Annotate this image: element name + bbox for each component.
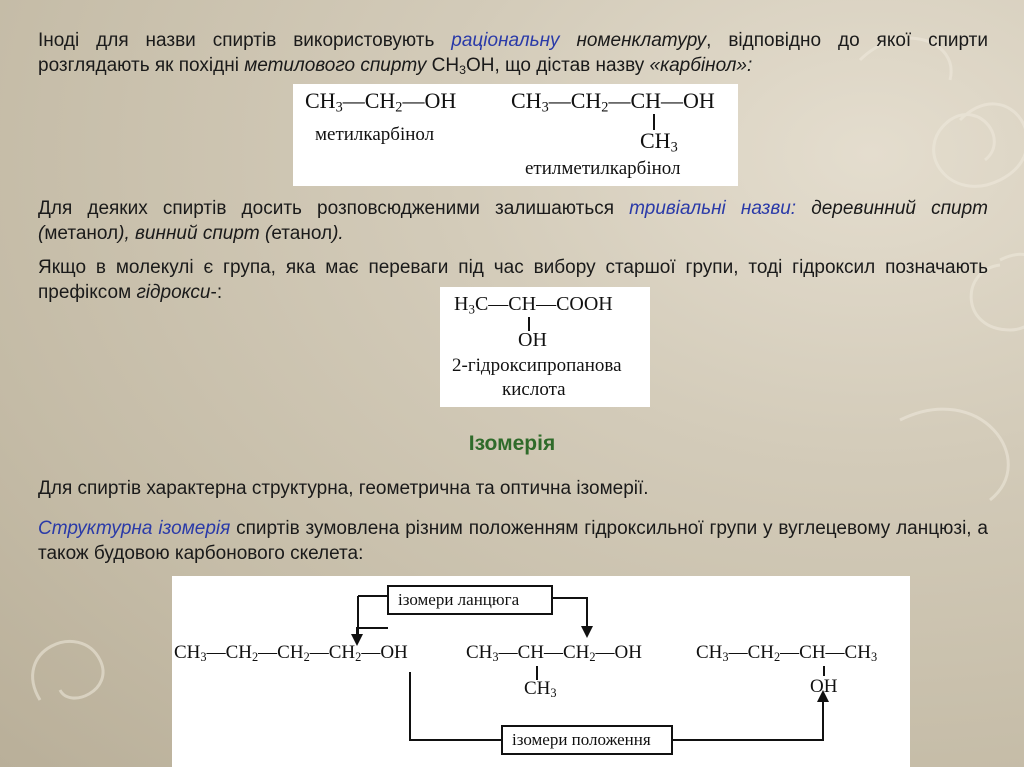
- butanol-1-formula: $CH_3—CH_2—CH_2—CH_2—OH$: [174, 642, 408, 665]
- lactic-acid-oh-branch: OH: [518, 329, 547, 351]
- butanol-2-formula: $CH_3—CH_2—CH—CH_3$: [696, 642, 878, 665]
- term-trivial-names: тривіальні назви:: [629, 198, 797, 219]
- trivial-names-paragraph: [38, 196, 988, 246]
- methanol-formula: CH: [426, 55, 460, 76]
- lactic-acid-formula: $H_3C—CH—COOH$: [454, 293, 613, 317]
- term-methyl-alcohol: метилового спирту: [244, 55, 427, 76]
- term-hydroxy: гідрокси: [136, 282, 211, 303]
- methylcarbinol-formula: $CH_3—CH_2—OH$: [305, 88, 457, 116]
- term-carbinol: «карбінол»:: [649, 55, 753, 76]
- hydroxy-text: Якщо в молекулі є група, яка має переваги під час вибору старшої групи, тоді гідроксил позначають префіксом: [38, 257, 988, 303]
- position-arrow-left-line: [410, 672, 502, 740]
- lactic-acid-name-line1: 2-гідроксипропанова: [452, 355, 622, 376]
- trivial-end: ).: [332, 223, 344, 244]
- intro-text: OH, що дістав назву: [465, 55, 650, 76]
- hydroxy-end: -:: [210, 282, 223, 303]
- position-isomers-label: ізомери положення: [512, 730, 651, 749]
- intro-text: , відповідно до якої спирти розглядають як похідні: [38, 30, 989, 76]
- intro-text: Іноді для назви спиртів використовують: [38, 30, 452, 51]
- trivial-text: Для деяких спиртів досить розповсюдженими залишаються: [38, 198, 630, 219]
- term-nomenclature: номенклатуру: [559, 30, 707, 51]
- hydroxypropanoic-acid-panel: [440, 287, 650, 407]
- isomers-diagram-panel: [172, 576, 910, 767]
- butanol-2-oh-branch: OH: [810, 676, 838, 697]
- arrow-head-down-right: [581, 626, 593, 638]
- term-wine-alcohol: ), винний спирт (: [118, 223, 272, 244]
- carbinol-formulas-panel: [293, 84, 738, 186]
- section-heading-isomerism: Ізомерія: [468, 432, 556, 455]
- structural-isomerism-paragraph: [38, 516, 988, 566]
- ethylmethylcarbinol-branch: $CH_3$: [640, 128, 678, 156]
- ethylmethylcarbinol-name: етилметилкарбінол: [525, 158, 681, 179]
- structural-text: спиртів зумовлена різним положенням гідроксильної групи у вуглецевому ланцюзі, а також будовою карбонового скелета:: [38, 518, 988, 564]
- term-rational: раціональну: [451, 30, 560, 51]
- chain-isomers-label: ізомери ланцюга: [398, 590, 520, 609]
- term-structural-isomerism: Структурна ізомерія: [38, 518, 231, 539]
- ethylmethylcarbinol-formula: $CH_3—CH_2—CH—OH$: [511, 88, 715, 116]
- branch-bond: [823, 666, 825, 676]
- subscript: 3: [459, 63, 466, 78]
- isomer-types-paragraph: Для спиртів характерна структурна, геометрична та оптична ізомерії.: [38, 478, 649, 499]
- isobutanol-branch: $CH_3$: [524, 678, 557, 701]
- term-wood-alcohol: деревинний спирт (: [38, 198, 988, 244]
- methylcarbinol-name: метилкарбінол: [315, 124, 435, 145]
- ethanol-label: етанол: [271, 223, 333, 244]
- lactic-acid-name-line2: кислота: [502, 379, 566, 400]
- intro-paragraph: [38, 28, 988, 78]
- position-arrow-right-line: [672, 700, 823, 740]
- chain-arrow-right-line: [552, 598, 587, 626]
- isobutanol-formula: $CH_3—CH—CH_2—OH$: [466, 642, 642, 665]
- methanol-label: метанол: [44, 223, 119, 244]
